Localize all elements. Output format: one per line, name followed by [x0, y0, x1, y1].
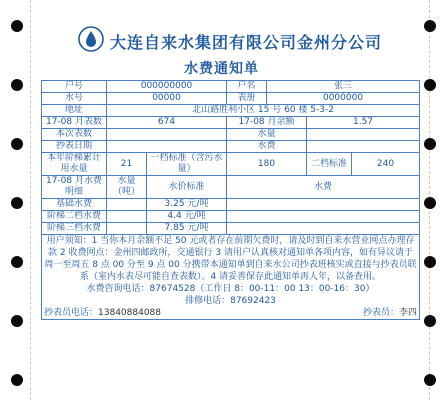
tier2-value: 240: [352, 153, 420, 176]
reading-label: 17-08 月表数: [42, 117, 107, 129]
feed-hole-right: [424, 197, 436, 209]
collector-phone-label: 抄表员电话：: [44, 308, 99, 318]
table-row: [42, 117, 420, 129]
feed-hole-right: [424, 374, 436, 386]
feed-hole-left: [11, 315, 23, 327]
fee-column-header: 水费: [227, 176, 420, 199]
current-reading-label: 本次表数: [42, 129, 107, 141]
water-volume-label: 水量: [227, 129, 307, 141]
table-row: [42, 199, 420, 211]
meter-no-label: 水号: [42, 93, 107, 105]
meter-no-value: 00000: [107, 93, 227, 105]
table-no-value: 0000000: [267, 93, 420, 105]
table-row: [42, 105, 420, 117]
feed-hole-left: [11, 138, 23, 150]
tier2-label: 二档标准: [307, 153, 352, 176]
reading-value: 674: [107, 117, 227, 129]
feed-hole-left: [11, 374, 23, 386]
company-name: 大连自来水集团有限公司金州分公司: [110, 33, 383, 52]
fee-tier-label: 阶梯三档水费: [42, 223, 107, 235]
address-label: 地址: [42, 105, 107, 117]
fee-tier-amount: [227, 223, 420, 235]
notes-section: [42, 235, 420, 320]
collector-label: 抄表员：: [362, 308, 399, 318]
water-volume-value: [307, 129, 420, 141]
fee-tier-volume: [107, 223, 147, 235]
table-no-label: 表册: [227, 93, 267, 105]
fee-tier-amount: [227, 211, 420, 223]
price-column-header: 水价标准: [147, 176, 227, 199]
table-row: [42, 93, 420, 105]
read-date-label: 抄表日期: [42, 141, 107, 153]
collector-phone-value: 13840884088: [98, 308, 162, 318]
repair-phone-text: 排修电话：87692423: [185, 296, 276, 306]
document-title: 水费通知单: [184, 61, 259, 77]
table-row: [42, 211, 420, 223]
fee-tier-volume: [107, 199, 147, 211]
fee-tier-label: 基础水费: [42, 199, 107, 211]
name-label: 户名: [227, 81, 267, 93]
table-row: [42, 141, 420, 153]
feed-hole-right: [424, 79, 436, 91]
annual-usage-label: 本年阶梯累计用水量: [42, 153, 107, 176]
table-row: [42, 235, 420, 320]
feed-hole-right: [424, 315, 436, 327]
tier1-value: 180: [227, 153, 307, 176]
collector-name: 李四: [399, 308, 418, 318]
fee-tier-price: 3.25 元/吨: [147, 199, 227, 211]
table-row: [42, 81, 420, 93]
annual-usage-value: 21: [107, 153, 147, 176]
collector-row: [44, 307, 417, 319]
table-row: [42, 176, 420, 199]
balance-label: 17-08 月余额: [227, 117, 307, 129]
feed-hole-left: [11, 197, 23, 209]
feed-hole-left: [11, 79, 23, 91]
table-row: [42, 129, 420, 141]
fee-detail-label: 17-08 月水费明细: [42, 176, 107, 199]
fee-tier-amount: [227, 199, 420, 211]
account-no-value: 000000000: [107, 81, 227, 93]
tier1-label: 一档标准（含污水量）: [147, 153, 227, 176]
feed-hole-right: [424, 20, 436, 32]
fee-tier-volume: [107, 211, 147, 223]
water-bill-table: [41, 80, 420, 320]
table-row: [42, 153, 420, 176]
name-value: 张三: [267, 81, 420, 93]
address-value: 北山路胜利小区 15 号 60 楼 5-3-2: [107, 105, 420, 117]
fee-tier-label: 阶梯二档水费: [42, 211, 107, 223]
water-fee-value: [307, 141, 420, 153]
fee-tier-price: 7.85 元/吨: [147, 223, 227, 235]
current-reading-value: [107, 129, 227, 141]
balance-value: 1.57: [307, 117, 420, 129]
feed-hole-right: [424, 138, 436, 150]
feed-hole-right: [424, 256, 436, 268]
collector-phone: [44, 307, 161, 319]
account-no-label: 户号: [42, 81, 107, 93]
fee-tier-price: 4.4 元/吨: [147, 211, 227, 223]
water-drop-logo-icon: [78, 26, 104, 52]
collector: [363, 307, 417, 319]
volume-column-header: 水量（吨）: [107, 176, 147, 199]
feed-hole-left: [11, 20, 23, 32]
user-notice-text: 用户须知：1 当你本月余额不足 50 元或者存在前期欠费时，请及时到自来水营业网点办理存款 2 收费网点：金州四邮政所，交通银行 3 请用户认真核对通知单各项内容，如有异议请于周一至周五 8 点 00 分至 9 点 00 分携带本通知单到自来水公司抄表班核实或直接与抄表员联系（室内水表尽可能自查表数）。4 请妥善保存此通知单再人年，以备查用。: [44, 236, 417, 282]
read-date-value: [107, 141, 227, 153]
table-row: [42, 223, 420, 235]
hotline-text: 水费咨询电话：87674528（工作日 8：00-11：00 13：00-16：30）: [86, 284, 375, 294]
water-fee-label: 水费: [227, 141, 307, 153]
feed-hole-left: [11, 256, 23, 268]
